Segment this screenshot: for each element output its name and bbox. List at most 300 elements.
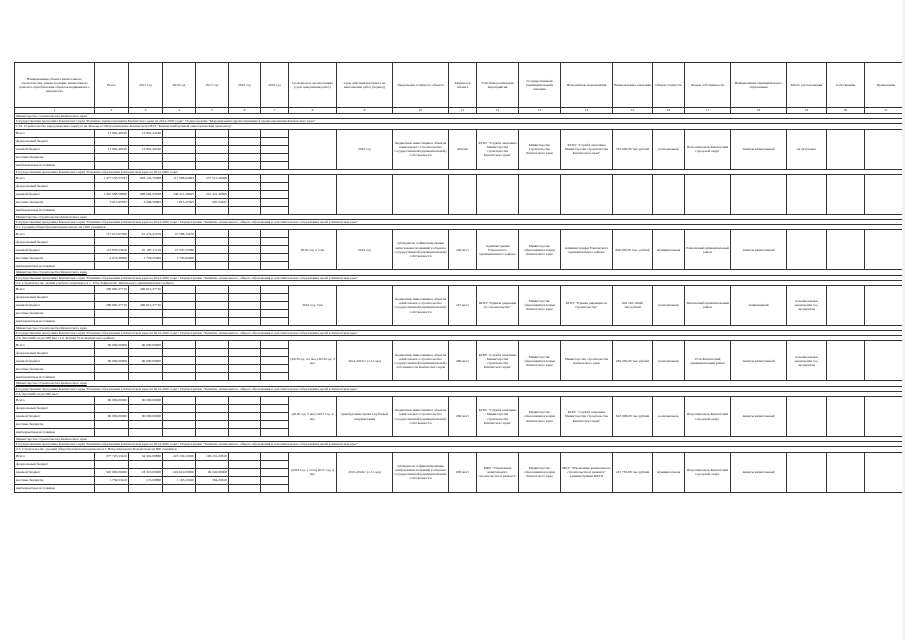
amount-cell: 2 074,40000 [95,254,129,262]
object-info: МКУ "Управление капитального строительства и ремонта" администрации ПКГО [561,452,613,492]
funding-source: внебюджетные источники [15,484,95,492]
amount-cell [229,317,261,325]
amount-cell [229,254,261,262]
amount-cell [229,373,261,381]
amount-cell [163,317,196,325]
object-info: бюджетные инвестиции в объекты капитального строительства государственной (муниципальной) собственности [393,285,449,325]
object-info: КГКУ "Служба заказчика Министерства строительства Камчатского края" [477,129,519,169]
object-info [865,285,905,325]
funding-source: федеральный бюджет [15,182,95,190]
funding-source: внебюджетные источники [15,206,95,214]
object-info [477,174,519,214]
object-info: 762 000,00 тыс.рублей [613,129,653,169]
column-number: 4 [163,108,196,114]
object-info: Министерство образования и науки Камчатского края [519,397,561,437]
object-info: 2015-2016гг (1,5 года) [337,452,393,492]
object-info: 642 165,10426 тыс.рублей [613,285,653,325]
funding-source: местные бюджеты [15,309,95,317]
amount-cell [163,349,196,357]
amount-cell [95,137,129,145]
amount-cell [261,373,289,381]
funding-source: краевой бюджет [15,357,95,365]
amount-cell [129,365,163,373]
amount-cell [95,373,129,381]
column-number: 1 [15,108,95,114]
amount-cell [95,309,129,317]
amount-cell [163,182,196,190]
funding-source: внебюджетные источники [15,317,95,325]
funding-source: Всего [15,230,95,238]
amount-cell [163,429,196,437]
amount-cell [196,206,229,214]
amount-cell [229,460,261,468]
column-number: 9 [337,108,393,114]
object-info: не актуально [787,129,827,169]
column-header: Наименование муниципального образования [731,63,787,108]
amount-cell [196,145,229,153]
amount-cell [196,137,229,145]
funding-source: краевой бюджет [15,145,95,153]
amount-cell [229,405,261,413]
data-row [15,174,905,182]
data-row [15,341,905,349]
object-info [393,174,449,214]
amount-cell [196,484,229,492]
object-info [653,174,685,214]
amount-cell [261,460,289,468]
column-number: 6 [229,108,261,114]
amount-cell [229,309,261,317]
program-title: Государственная программа Камчатского края "Развитие образования в Камчатском крае на 2014-2020 годы". Подпрограмма "Развитие дошкольного, общего образования и дополнительного образования детей в Камчатском крае" [15,275,905,280]
amount-cell: 13 881,40190 [95,145,129,153]
funding-source: внебюджетные источники [15,262,95,270]
column-number: 16 [653,108,685,114]
amount-cell [261,349,289,357]
object-info [289,174,337,214]
object-info: КГКУ "Служба заказчика Министерства строительства Камчатского края" [561,129,613,169]
amount-cell [163,161,196,169]
amount-cell [163,238,196,246]
amount-cell [196,357,229,365]
column-number: 7 [261,108,289,114]
funding-source: Всего [15,285,95,293]
amount-cell [196,153,229,161]
amount-cell [261,365,289,373]
amount-cell [229,293,261,301]
amount-cell [196,349,229,357]
amount-cell [229,301,261,309]
object-info: лимиты капитальный [731,230,787,270]
column-number: 12 [477,108,519,114]
object-info [827,174,865,214]
object-info: муниципальная [653,230,685,270]
amount-cell [261,137,289,145]
program-title: Государственная программа Камчатского края "Развитие образования в Камчатском крае на 2014-2020 годы". Подпрограмма "Развитие дошкольного, общего образования и дополнительного образования детей в Камчатском крае" [15,219,905,224]
object-info: Министерство образования и науки Камчатского края [519,285,561,325]
funding-source: Всего [15,452,95,460]
amount-cell [261,341,289,349]
amount-cell [229,153,261,161]
amount-cell [261,238,289,246]
column-number: 2 [95,108,129,114]
amount-cell: 221 421,40695 [196,190,229,198]
funding-source: местные бюджеты [15,365,95,373]
amount-cell: 47 588,13470 [163,230,196,238]
column-number: 20 [827,108,865,114]
amount-cell [261,476,289,484]
funding-source: федеральный бюджет [15,460,95,468]
column-header: 2018 год [229,63,261,108]
amount-cell [261,230,289,238]
funding-source: местные бюджеты [15,254,95,262]
amount-cell: 1 750,53410 [95,476,129,484]
item-title: 2.4. Детский сад на 260 мест [15,391,905,396]
object-info: Министерство образования и науки Камчатского края [519,341,561,381]
amount-cell: 13 881,44190 [129,129,163,137]
object-info: 600 мест [449,452,477,492]
amount-cell: 249 411,28405 [163,190,196,198]
amount-cell [95,365,129,373]
amount-cell [229,365,261,373]
section-title: Министерство строительства Камчатского края [15,325,905,330]
amount-cell [163,413,196,421]
object-info: 284 250,00 тыс.рублей [613,341,653,381]
column-header: Примечание [865,63,905,108]
program-title: Государственная программа Камчатского края "Развитие здравоохранения Камчатского края на 2014-2020 годы". Подпрограмма "Модернизация здравоохранения в здравоохранении Камчатского края" [15,119,905,124]
object-info [787,452,827,492]
amount-cell [261,301,289,309]
object-info: 413 765,88 тыс.рублей [613,452,653,492]
column-header: Общая стоимость [653,63,685,108]
object-info: Министерство образования и науки Камчатского края [519,452,561,492]
amount-cell [129,206,163,214]
amount-cell [261,293,289,301]
amount-cell [196,460,229,468]
section-title: Министерство строительства Камчатского края [15,214,905,219]
amount-cell [129,153,163,161]
amount-cell: 364,20610 [196,476,229,484]
amount-cell [229,246,261,254]
object-info: положительное заключение гос. экспертизы [787,341,827,381]
amount-cell: 109 231,20610 [196,452,229,460]
funding-source: местные бюджеты [15,153,95,161]
amount-cell [229,230,261,238]
object-info [865,397,905,437]
amount-cell [163,421,196,429]
program-title: Государственная программа Камчатского края "Развитие образования в Камчатском крае на 2014-2020 годы". Подпрограмма "Развитие дошкольного, общего образования и дополнительного образования детей в Камчатском крае" [15,386,905,391]
amount-cell [229,429,261,437]
column-number: 14 [561,108,613,114]
amount-cell [163,301,196,309]
item-title: 2.5. Строительство средней общеобразовательной школы в г. Петропавловске-Камчатском на 800 учащихся [15,447,905,452]
program-title: Государственная программа Камчатского края "Развитие образования в Камчатском крае на 2014-2020 годы". Подпрограмма "Развитие дошкольного, общего образования и дополнительного образования детей в Камчатском крае" [15,442,905,447]
object-info: 2016 год [337,230,393,270]
amount-cell [95,405,129,413]
amount-cell [163,405,196,413]
amount-cell [129,429,163,437]
amount-cell [129,161,163,169]
object-info [561,174,613,214]
amount-cell: 23 310,00000 [129,468,163,476]
object-info [787,230,827,270]
object-info [865,452,905,492]
amount-cell [229,238,261,246]
amount-cell: 893 145,75098 [129,174,163,182]
amount-cell [163,206,196,214]
funding-source: федеральный бюджет [15,405,95,413]
funding-source: федеральный бюджет [15,293,95,301]
amount-cell [95,153,129,161]
amount-cell [129,262,163,270]
amount-cell: 34 392,09880 [129,452,163,460]
object-info: 215 мест [449,285,477,325]
amount-cell [163,460,196,468]
amount-cell [95,460,129,468]
amount-cell [95,484,129,492]
amount-cell: 287,34437 [196,198,229,206]
object-info: 2016 год [337,129,393,169]
object-info: 40 коек [449,129,477,169]
section-title: Министерство строительства Камчатского края [15,437,905,442]
object-info: бюджетные инвестиции в объекты капитального строительства государственной (муниципальной) собственности [393,129,449,169]
amount-cell: 111 588,64863 [163,174,196,182]
amount-cell: 320 000,00000 [95,468,129,476]
amount-cell: 13 881,40190 [129,145,163,153]
object-info: 2016 год, 3 кв [289,285,337,325]
amount-cell [196,341,229,349]
amount-cell: 90 000,00000 [129,413,163,421]
funding-source: федеральный бюджет [15,238,95,246]
amount-cell: 377 725,53410 [95,452,129,460]
amount-cell [129,309,163,317]
amount-cell [261,309,289,317]
amount-cell: 3 811,95935 [95,198,129,206]
data-row [15,230,905,238]
column-number: 21 [865,108,905,114]
amount-cell [229,397,261,405]
object-info: субсидии на софинансирование капитальных вложений в объекты государственной (муниципальной) собственности [393,230,449,270]
funding-source: федеральный бюджет [15,349,95,357]
object-info [337,285,393,325]
amount-cell [229,452,261,460]
amount-cell [261,145,289,153]
amount-cell: 1 105,22920 [163,476,196,484]
funding-source: краевой бюджет [15,301,95,309]
object-info: лимиты капитальный [731,129,787,169]
column-header: Мощность объекта [449,63,477,108]
amount-cell [229,129,261,137]
object-info [731,174,787,214]
amount-cell [196,230,229,238]
amount-cell: 117 915,07590 [95,230,129,238]
object-info [519,174,561,214]
amount-cell: 1 745,00000 [163,254,196,262]
column-header: Собственник [827,63,865,108]
column-number: 15 [613,108,653,114]
amount-cell [95,161,129,169]
object-info: КГБУ "Служба заказчика Министерства строительства Камчатского края" [477,341,519,381]
amount-cell [261,421,289,429]
funding-source: внебюджетные источники [15,373,95,381]
data-row [15,129,905,137]
amount-cell [229,285,261,293]
object-info: региональная [653,129,685,169]
data-row [15,285,905,293]
object-info: (2018 год, 1 этап) 2017 год, 4 мес [289,452,337,492]
amount-cell [129,349,163,357]
amount-cell [95,349,129,357]
amount-cell [229,174,261,182]
amount-cell: 1 815,47505 [163,198,196,206]
amount-cell [196,262,229,270]
object-info [787,397,827,437]
amount-cell: 99 240,00000 [196,468,229,476]
amount-cell [129,293,163,301]
column-number: 8 [289,108,337,114]
amount-cell [196,405,229,413]
object-info: лимиты капитальный [731,452,787,492]
amount-cell: 3 096,50865 [129,198,163,206]
object-info: Петропавловск-Камчатский городской округ [685,397,731,437]
amount-cell [261,405,289,413]
column-header: Государственный (муниципальный) заказчик [519,63,561,108]
object-info: Елизовский муниципальный район [685,230,731,270]
amount-cell [261,190,289,198]
amount-cell: 47 547,25380 [163,246,196,254]
object-info: КГБУ "Служба заказчика Министерства строительства Камчатского края" [561,397,613,437]
amount-cell [229,349,261,357]
amount-cell: 90 000,00000 [95,413,129,421]
object-info: КГКУ "Единая дирекция по строительству" [477,285,519,325]
object-info: положительное заключение гос. экспертизы [787,285,827,325]
column-header: Исполнитель мероприятия [561,63,613,108]
amount-cell: 257 515,40496 [196,174,229,182]
amount-cell [196,429,229,437]
amount-cell [129,460,163,468]
amount-cell: 80 000,00000 [95,341,129,349]
amount-cell [163,365,196,373]
object-info: 280 мест [449,341,477,381]
amount-cell: 90 000,00000 [95,397,129,405]
amount-cell: 172,09880 [129,476,163,484]
amount-cell [196,397,229,405]
object-info: Министерство строительства Камчатского края [519,129,561,169]
object-info: 250 мест [449,230,477,270]
amount-cell: 289 665,37710 [95,285,129,293]
amount-cell: 223 102,22920 [163,452,196,460]
amount-cell [261,198,289,206]
funding-source: краевой бюджет [15,468,95,476]
amount-cell [95,238,129,246]
amount-cell [261,429,289,437]
amount-cell [261,153,289,161]
amount-cell [261,413,289,421]
amount-cell: 80 000,00000 [95,357,129,365]
section-title: Государственная программа Камчатского края "Развитие образования в Камчатском крае на 2014-2020 годы" [15,169,905,174]
object-info: акционерный [731,285,787,325]
amount-cell [196,182,229,190]
amount-cell [261,357,289,365]
object-info: Тигильский муниципальный район [685,285,731,325]
amount-cell [196,129,229,137]
object-info: 260 мест [449,397,477,437]
object-info: муниципальная [653,452,685,492]
amount-cell [261,161,289,169]
object-info [865,341,905,381]
object-info: Петропавловск-Камчатский городской округ [685,129,731,169]
object-info: региональная [653,397,685,437]
funding-source: Всего [15,397,95,405]
funding-source: внебюджетные источники [15,161,95,169]
amount-cell [229,137,261,145]
amount-cell [129,137,163,145]
funding-source: Всего [15,174,95,182]
object-info: региональная [653,285,685,325]
column-header: Место расположения [787,63,827,108]
object-info: региональная [653,341,685,381]
column-header: Всего [95,63,129,108]
amount-cell [229,206,261,214]
object-info: лимиты капитальный [731,341,787,381]
object-info: 610 000,00 тыс.рублей [613,397,653,437]
amount-cell [261,254,289,262]
data-row [15,452,905,460]
amount-cell [261,129,289,137]
column-header: Наименование заказчика [613,63,653,108]
object-info: бюджетные инвестиции в объекты капитального строительства государственной (муниципальной) собственности Камчатского края [393,341,449,381]
amount-cell [95,317,129,325]
amount-cell: 115 833,53610 [95,246,129,254]
amount-cell [261,182,289,190]
amount-cell [196,373,229,381]
column-header: Участник реализации мероприятия [477,63,519,108]
object-info: (2018 год, 4,5 мес) 2016 год, 3 мес [289,341,337,381]
amount-cell [95,429,129,437]
amount-cell [261,206,289,214]
column-header: 2015 год [129,63,163,108]
object-info [827,397,865,437]
amount-cell [229,262,261,270]
object-info: КГКУ "Единая дирекция по строительству" [561,285,613,325]
amount-cell [196,309,229,317]
amount-cell [229,161,261,169]
object-info [865,174,905,214]
funding-source: краевой бюджет [15,413,95,421]
amount-cell [129,405,163,413]
amount-cell [196,413,229,421]
amount-cell [163,484,196,492]
amount-cell: 61 187,17110 [129,246,163,254]
amount-cell: 90 000,00000 [129,397,163,405]
object-info [865,230,905,270]
amount-cell [261,285,289,293]
column-number: 18 [731,108,787,114]
funding-source: Всего [15,129,95,137]
capital-investment-table [14,62,905,493]
amount-cell [95,421,129,429]
object-info: Администрация Елизовского муниципального района [561,230,613,270]
object-info [865,129,905,169]
item-title: 2.1. Средняя общеобразовательная школа на 1000 учащихся [15,225,905,230]
object-info [787,174,827,214]
amount-cell: 888 602,93928 [129,190,163,198]
amount-cell [163,373,196,381]
object-info [289,129,337,169]
amount-cell [163,153,196,161]
amount-cell [95,262,129,270]
amount-cell [163,341,196,349]
amount-cell [129,317,163,325]
